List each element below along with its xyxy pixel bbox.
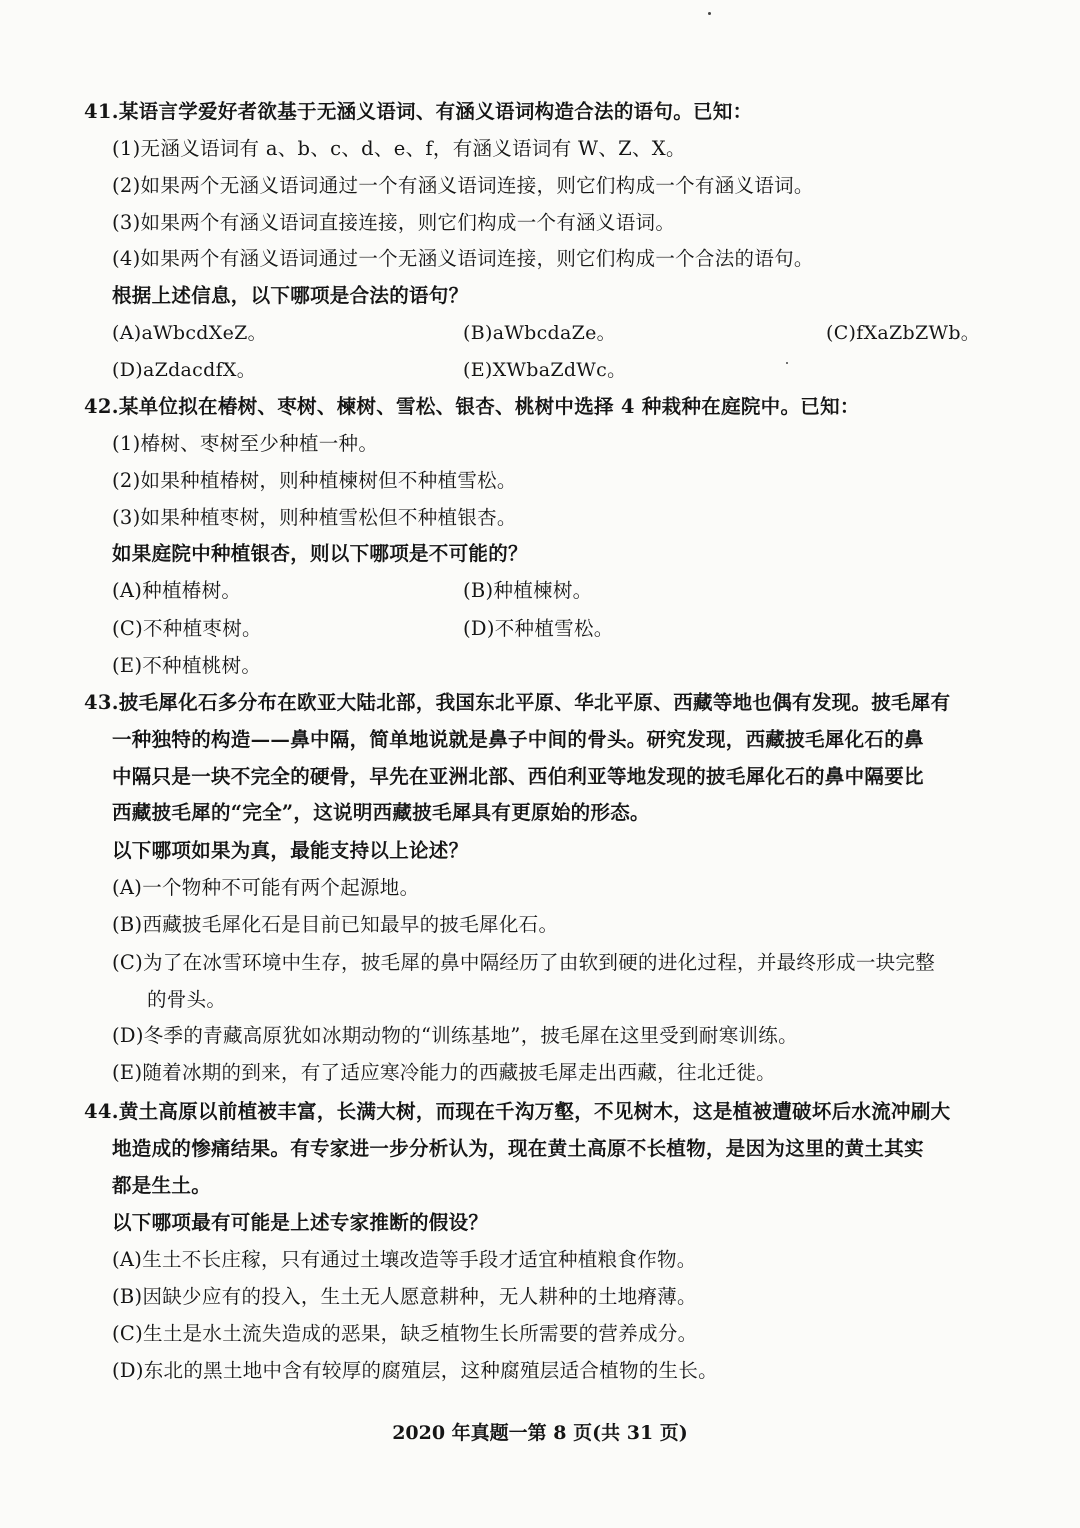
q44-stem-line-2: 地造成的惨痛结果。有专家进一步分析认为，现在黄土高原不长植物，是因为这里的黄土其实 — [112, 1137, 924, 1160]
q43-option-a: (A)一个物种不可能有两个起源地。 — [112, 876, 420, 899]
q44-option-c: (C)生土是水土流失造成的恶果，缺乏植物生长所需要的营养成分。 — [112, 1322, 698, 1345]
q42-stem-text: 某单位拟在椿树、枣树、楝树、雪松、银杏、桃树中选择 4 种栽种在庭院中。已知： — [118, 395, 860, 418]
q43-stem — [84, 690, 950, 716]
q42-option-d: (D)不种植雪松。 — [463, 617, 614, 640]
q43-stem-line-1: 披毛犀化石多分布在欧亚大陆北部，我国东北平原、华北平原、西藏等地也偶有发现。披毛犀有 — [118, 691, 951, 714]
q41-condition-2: (2)如果两个无涵义语词通过一个有涵义语词连接，则它们构成一个有涵义语词。 — [112, 174, 814, 197]
q42-condition-1: (1)椿树、枣树至少种植一种。 — [112, 432, 379, 455]
page-footer: 2020 年真题一第 8 页(共 31 页) — [392, 1422, 688, 1444]
q41-option-e: (E)XWbaZdWc。 — [463, 359, 627, 381]
q43-option-d: (D)冬季的青藏高原犹如冰期动物的“训练基地”，披毛犀在这里受到耐寒训练。 — [112, 1024, 798, 1047]
q44-option-a: (A)生土不长庄稼，只有通过土壤改造等手段才适宜种植粮食作物。 — [112, 1248, 697, 1271]
q42-option-c: (C)不种植枣树。 — [112, 617, 262, 640]
q41-condition-4: (4)如果两个有涵义语词通过一个无涵义语词连接，则它们构成一个合法的语句。 — [112, 247, 814, 270]
q44-stem — [84, 1099, 950, 1125]
q43-option-b: (B)西藏披毛犀化石是目前已知最早的披毛犀化石。 — [112, 913, 559, 936]
q42-condition-2: (2)如果种植椿树，则种植楝树但不种植雪松。 — [112, 469, 517, 492]
q41-number: 41. — [84, 100, 119, 123]
q41-stem — [84, 99, 752, 125]
q43-option-e: (E)随着冰期的到来，有了适应寒冷能力的西藏披毛犀走出西藏，往北迁徙。 — [112, 1061, 776, 1084]
q44-stem-line-1: 黄土高原以前植被丰富，长满大树，而现在千沟万壑，不见树木，这是植被遭破坏后水流冲刷大 — [118, 1100, 951, 1123]
q41-question: 根据上述信息，以下哪项是合法的语句？ — [112, 284, 469, 307]
q41-option-b: (B)aWbcdaZe。 — [463, 322, 616, 344]
q42-question: 如果庭院中种植银杏，则以下哪项是不可能的？ — [112, 542, 528, 565]
q42-option-a: (A)种植椿树。 — [112, 579, 242, 602]
q41-option-c: (C)fXaZbZWb。 — [826, 322, 981, 344]
q43-question: 以下哪项如果为真，最能支持以上论述？ — [112, 839, 469, 862]
q42-condition-3: (3)如果种植枣树，则种植雪松但不种植银杏。 — [112, 506, 517, 529]
q41-option-d: (D)aZdacdfX。 — [112, 359, 257, 381]
q44-number: 44. — [84, 1100, 119, 1123]
q41-stem-text: 某语言学爱好者欲基于无涵义语词、有涵义语词构造合法的语句。已知： — [118, 100, 753, 123]
q43-stem-line-4: 西藏披毛犀的“完全”，这说明西藏披毛犀具有更原始的形态。 — [112, 801, 650, 824]
q44-option-d: (D)东北的黑土地中含有较厚的腐殖层，这种腐殖层适合植物的生长。 — [112, 1359, 718, 1382]
q44-question: 以下哪项最有可能是上述专家推断的假设？ — [112, 1211, 489, 1234]
q44-stem-line-3: 都是生土。 — [112, 1174, 212, 1197]
q41-option-a: (A)aWbcdXeZ。 — [112, 322, 267, 344]
q43-stem-line-3: 中隔只是一块不完全的硬骨，早先在亚洲北部、西伯利亚等地发现的披毛犀化石的鼻中隔要比 — [112, 765, 924, 788]
q41-condition-3: (3)如果两个有涵义语词直接连接，则它们构成一个有涵义语词。 — [112, 211, 676, 234]
q42-option-b: (B)种植楝树。 — [463, 579, 593, 602]
q41-condition-1: (1)无涵义语词有 a、b、c、d、e、f，有涵义语词有 W、Z、X。 — [112, 137, 686, 160]
q42-stem — [84, 394, 860, 420]
scan-speck — [708, 12, 711, 15]
q43-option-c: (C)为了在冰雪环境中生存，披毛犀的鼻中隔经历了由软到硬的进化过程，并最终形成一块完整 — [112, 951, 936, 974]
q43-stem-line-2: 一种独特的构造——鼻中隔，简单地说就是鼻子中间的骨头。研究发现，西藏披毛犀化石的鼻 — [112, 728, 924, 751]
q42-option-e: (E)不种植桃树。 — [112, 654, 262, 677]
q43-number: 43. — [84, 691, 119, 714]
q44-option-b: (B)因缺少应有的投入，生土无人愿意耕种，无人耕种的土地瘠薄。 — [112, 1285, 697, 1308]
q43-option-c-cont: 的骨头。 — [147, 988, 227, 1011]
scan-speck — [786, 362, 788, 364]
q42-number: 42. — [84, 395, 119, 418]
